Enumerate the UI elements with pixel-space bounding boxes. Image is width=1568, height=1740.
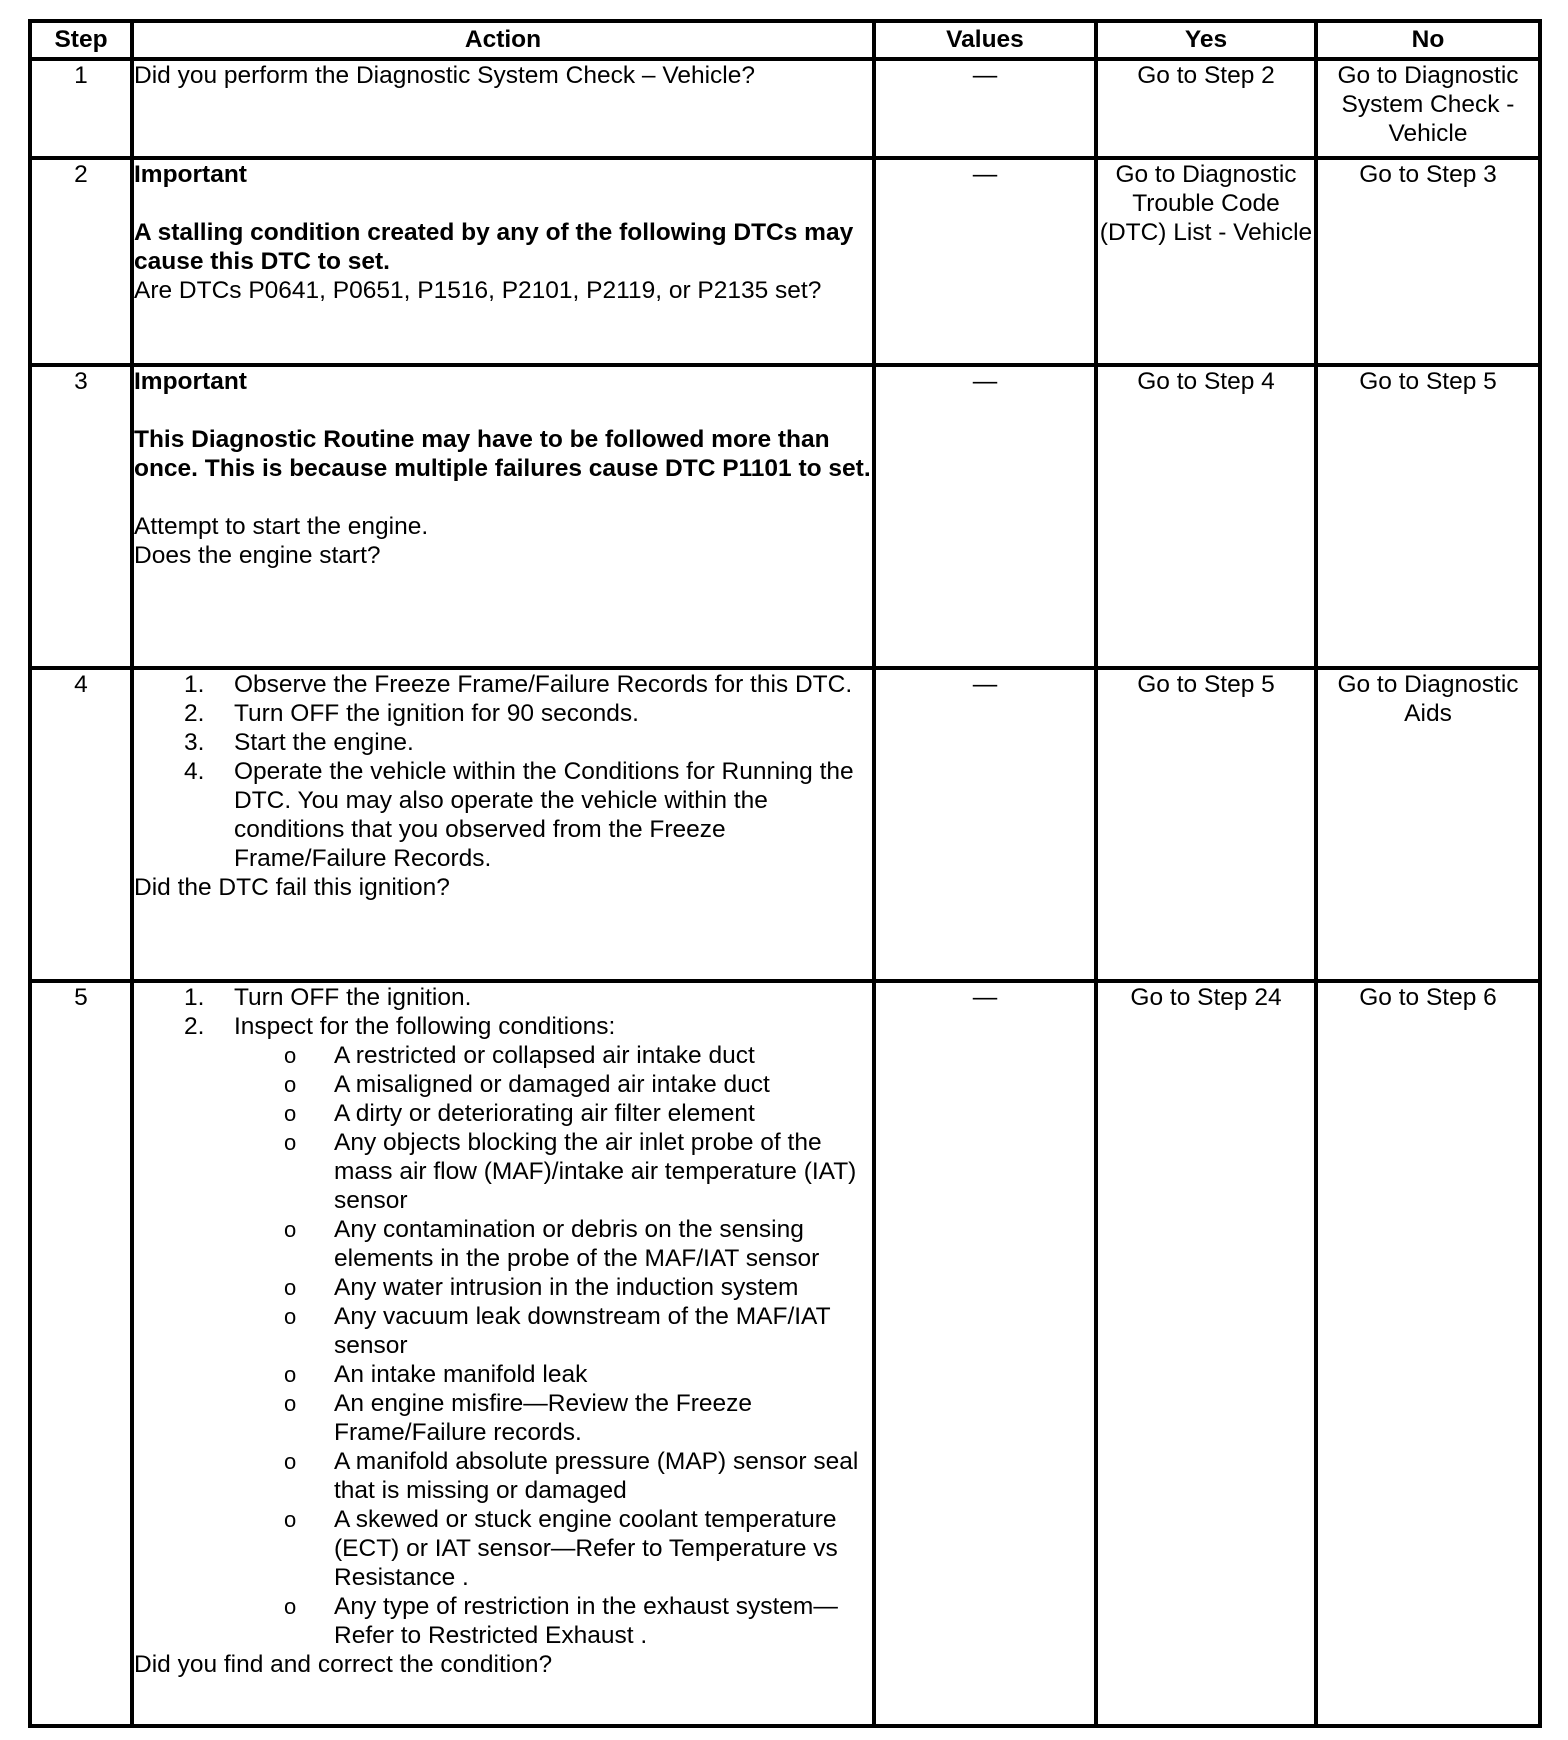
header-action: Action xyxy=(132,21,874,59)
important-text: A stalling condition created by any of the following DTCs may cause this DTC to set. xyxy=(134,219,854,275)
no-cell: Go to Diagnostic System Check - Vehicle xyxy=(1316,59,1540,158)
numbered-steps xyxy=(134,670,872,873)
list-item: 3. Start the engine. xyxy=(184,729,414,756)
list-item: 2. Turn OFF the ignition for 90 seconds. xyxy=(184,700,639,727)
condition-item: o Any vacuum leak downstream of the MAF/IAT sensor xyxy=(284,1303,831,1359)
header-values: Values xyxy=(874,21,1096,59)
condition-item: o Any objects blocking the air inlet probe of the mass air flow (MAF)/intake air temperature (IAT) sensor xyxy=(284,1129,857,1214)
step-number: 3 xyxy=(30,365,132,668)
action-cell xyxy=(132,365,874,668)
yes-cell: Go to Step 5 xyxy=(1096,668,1316,981)
yes-cell: Go to Diagnostic Trouble Code (DTC) List - Vehicle xyxy=(1096,158,1316,365)
list-item: 2. Inspect for the following conditions: o A restricted or collapsed air intake duct o A misaligned or damaged air intake duct o A dirty or deteriorating air filter element o Any objects blocking the air inlet probe of the mass air flow (MAF)/intake air temperature (IAT) sensor o Any contamination or debris on the sensing elements in the probe of the MAF/IAT sensor o Any water intrusion in the induction system o Any vacuum leak downstream of the MAF/IAT sensor o An intake manifold leak o An engine misfire—Review the Freeze Frame/Failure records. o A manifold absolute pressure (MAP) sensor seal that is missing or damaged o A skewed or stuck engine coolant temperature (ECT) or IAT sensor—Refer to Temperature vs Resistance . o Any type of restriction in the exhaust system—Refer to Restricted Exhaust . xyxy=(134,1012,872,1650)
action-cell xyxy=(132,981,874,1726)
list-item: 1. Turn OFF the ignition. xyxy=(184,984,472,1011)
step-number: 2 xyxy=(30,158,132,365)
condition-item: o A restricted or collapsed air intake duct xyxy=(284,1042,755,1069)
header-step: Step xyxy=(30,21,132,59)
no-cell: Go to Step 3 xyxy=(1316,158,1540,365)
list-item: 4. Operate the vehicle within the Conditions for Running the DTC. You may also operate the vehicle within the conditions that you observed from the Freeze Frame/Failure Records. xyxy=(184,758,854,872)
important-label: Important xyxy=(134,368,247,395)
action-question: Did you find and correct the condition? xyxy=(134,1651,553,1678)
action-text: Attempt to start the engine. xyxy=(134,513,429,540)
yes-cell: Go to Step 2 xyxy=(1096,59,1316,158)
table-row xyxy=(30,668,1540,981)
no-cell: Go to Step 6 xyxy=(1316,981,1540,1726)
values-cell: — xyxy=(874,981,1096,1726)
table-row xyxy=(30,981,1540,1726)
action-cell xyxy=(132,158,874,365)
condition-item: o An engine misfire—Review the Freeze Frame/Failure records. xyxy=(284,1390,753,1446)
action-question: Does the engine start? xyxy=(134,542,381,569)
action-question: Did you perform the Diagnostic System Check – Vehicle? xyxy=(134,62,755,89)
step-number: 1 xyxy=(30,59,132,158)
important-text: This Diagnostic Routine may have to be followed more than once. This is because multiple failures cause DTC P1101 to set. xyxy=(134,426,871,482)
condition-item: o Any contamination or debris on the sensing elements in the probe of the MAF/IAT sensor xyxy=(284,1216,820,1272)
values-cell: — xyxy=(874,668,1096,981)
no-cell: Go to Diagnostic Aids xyxy=(1316,668,1540,981)
header-yes: Yes xyxy=(1096,21,1316,59)
action-question: Did the DTC fail this ignition? xyxy=(134,874,450,901)
condition-item: o A skewed or stuck engine coolant temperature (ECT) or IAT sensor—Refer to Temperature vs Resistance . xyxy=(284,1506,838,1591)
values-cell: — xyxy=(874,59,1096,158)
step-number: 5 xyxy=(30,981,132,1726)
conditions-list xyxy=(234,1041,872,1650)
step-number: 4 xyxy=(30,668,132,981)
action-cell xyxy=(132,59,874,158)
numbered-steps xyxy=(134,983,872,1650)
values-cell: — xyxy=(874,365,1096,668)
list-item: 1. Observe the Freeze Frame/Failure Records for this DTC. xyxy=(184,671,853,698)
header-no: No xyxy=(1316,21,1540,59)
header-row xyxy=(30,21,1540,59)
condition-item: o A manifold absolute pressure (MAP) sensor seal that is missing or damaged xyxy=(284,1448,859,1504)
table-row xyxy=(30,59,1540,158)
yes-cell: Go to Step 24 xyxy=(1096,981,1316,1726)
condition-item: o A misaligned or damaged air intake duct xyxy=(284,1071,770,1098)
action-cell xyxy=(132,668,874,981)
condition-item: o Any type of restriction in the exhaust system—Refer to Restricted Exhaust . xyxy=(284,1593,838,1649)
table-row xyxy=(30,365,1540,668)
no-cell: Go to Step 5 xyxy=(1316,365,1540,668)
condition-item: o Any water intrusion in the induction system xyxy=(284,1274,799,1301)
values-cell: — xyxy=(874,158,1096,365)
diagnostic-table xyxy=(28,19,1542,1728)
yes-cell: Go to Step 4 xyxy=(1096,365,1316,668)
important-label: Important xyxy=(134,161,247,188)
condition-item: o A dirty or deteriorating air filter element xyxy=(284,1100,755,1127)
table-row xyxy=(30,158,1540,365)
condition-item: o An intake manifold leak xyxy=(284,1361,588,1388)
action-question: Are DTCs P0641, P0651, P1516, P2101, P2119, or P2135 set? xyxy=(134,277,822,304)
